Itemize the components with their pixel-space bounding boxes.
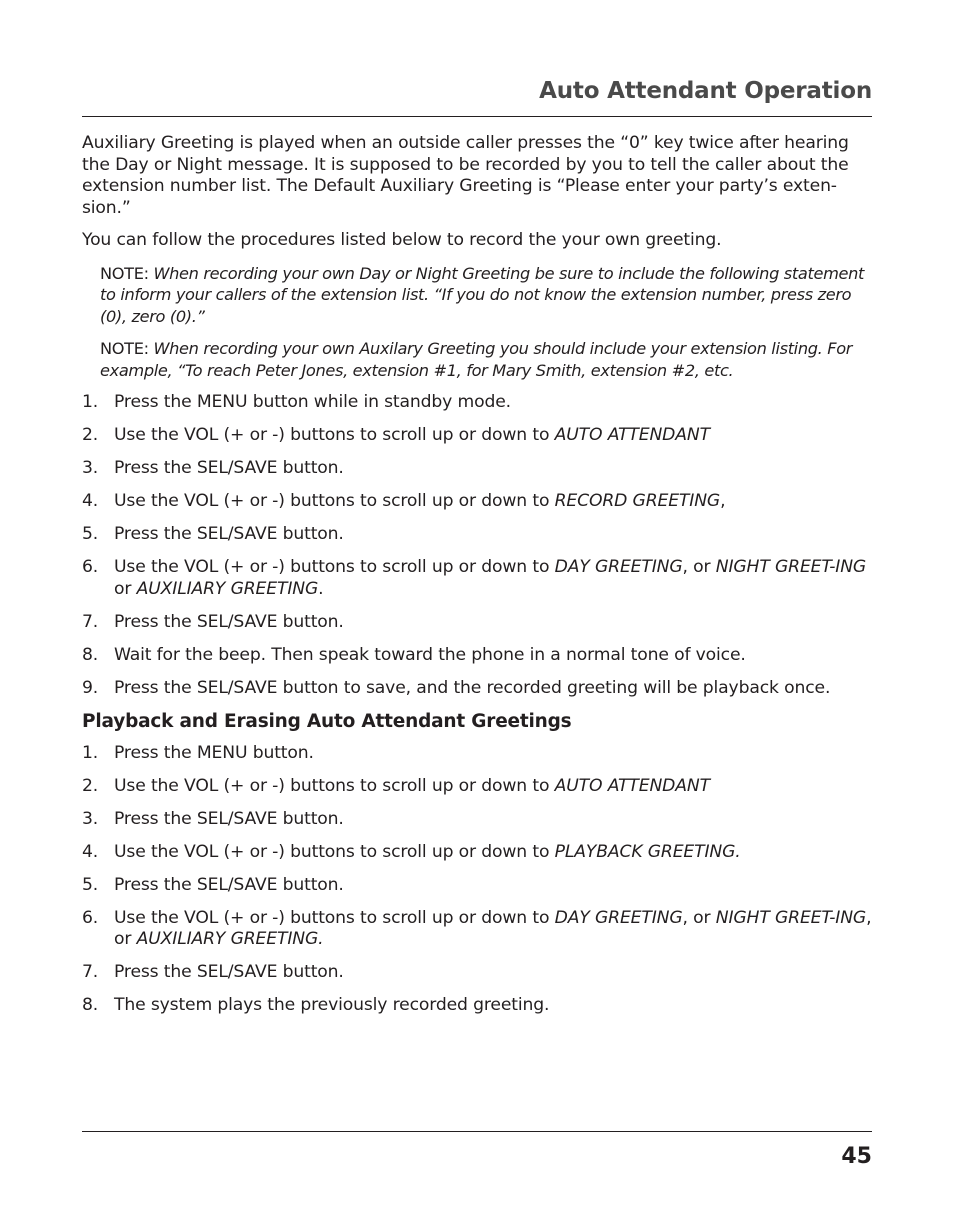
step-number: 9.: [82, 677, 99, 698]
step-text: Press the SEL/SAVE button.: [114, 874, 344, 895]
step-menu-option: NIGHT GREET-ING: [715, 557, 867, 577]
step-number: 5.: [82, 524, 99, 544]
step-item: [82, 425, 872, 447]
step-text: Use the VOL (+ or -) buttons to scroll up or down to: [114, 557, 555, 577]
step-text: .: [318, 578, 324, 599]
step-item: [82, 809, 872, 831]
step-number: 8.: [82, 995, 99, 1015]
step-text: , or: [682, 557, 716, 577]
step-number: 7.: [82, 611, 99, 632]
step-text: Press the MENU button.: [114, 742, 314, 763]
step-text: Press the SEL/SAVE button.: [114, 962, 344, 982]
step-item: [82, 995, 872, 1017]
step-text: Press the SEL/SAVE button.: [114, 808, 344, 829]
step-menu-option: AUXILIARY GREETING: [136, 578, 319, 599]
intro-paragraph: Auxiliary Greeting is played when an outside caller presses the “0” key twice after hearing the Day or Night message. It is supposed to be recorded by you to tell the caller about the extension number list. The Default Auxiliary Greeting is “Please enter your party’s exten-sion.”: [82, 133, 849, 218]
step-menu-option: AUXILIARY GREETING.: [136, 929, 324, 949]
note-text: When recording your own Auxilary Greeting you should include your extension listing. For example, “To reach Peter Jones, extension #1, for Mary Smith, extension #2, etc.: [100, 339, 853, 380]
step-number: 4.: [82, 841, 99, 862]
step-text: Use the VOL (+ or -) buttons to scroll up or down to: [114, 841, 555, 862]
step-number: 2.: [82, 775, 99, 796]
step-number: 5.: [82, 874, 99, 895]
page-header-title: Auto Attendant Operation: [539, 78, 872, 104]
step-number: 1.: [82, 742, 99, 763]
manual-page: [82, 0, 872, 1227]
step-item: [82, 612, 872, 634]
step-number: 8.: [82, 644, 99, 665]
step-item: [82, 645, 872, 667]
step-item: [82, 842, 872, 864]
step-item: [82, 743, 872, 765]
step-number: 6.: [82, 557, 99, 577]
step-text: , or: [114, 907, 872, 949]
step-number: 6.: [82, 907, 99, 928]
page-number: 45: [841, 1144, 872, 1169]
step-text: Press the SEL/SAVE button.: [114, 458, 344, 478]
note-auxiliary: [100, 338, 872, 381]
step-item: [82, 392, 872, 414]
step-item: [82, 908, 872, 951]
step-text: , or: [682, 907, 716, 928]
step-item: [82, 776, 872, 798]
footer-rule: [82, 1131, 872, 1132]
step-item: [82, 524, 872, 546]
step-item: [82, 458, 872, 480]
procedure-intro: You can follow the procedures listed below to record the your own greeting.: [82, 230, 722, 250]
step-menu-option: AUTO ATTENDANT: [554, 425, 710, 445]
step-text: ,: [720, 491, 726, 511]
step-text: Use the VOL (+ or -) buttons to scroll up or down to: [114, 775, 555, 796]
step-text: Press the SEL/SAVE button.: [114, 611, 344, 632]
note-day-night: [100, 263, 872, 328]
playback-steps-list: [82, 743, 872, 1017]
step-item: [82, 678, 872, 700]
page-body: [82, 133, 872, 1028]
step-item: [82, 962, 872, 984]
step-text: Use the VOL (+ or -) buttons to scroll up or down to: [114, 491, 555, 511]
step-menu-option: AUTO ATTENDANT: [554, 775, 710, 796]
note-label: NOTE:: [100, 263, 149, 283]
step-text: Use the VOL (+ or -) buttons to scroll up or down to: [114, 907, 555, 928]
note-text: When recording your own Day or Night Greeting be sure to include the following statement to inform your callers of the extension list. “If you do not know the extension number, press zero (0), zero (0).”: [100, 263, 864, 326]
step-number: 4.: [82, 491, 99, 511]
step-text: Use the VOL (+ or -) buttons to scroll up or down to: [114, 425, 555, 445]
step-menu-option: PLAYBACK GREETING.: [554, 841, 741, 862]
step-number: 1.: [82, 392, 99, 412]
step-text: Wait for the beep. Then speak toward the phone in a normal tone of voice.: [114, 644, 746, 665]
step-menu-option: NIGHT GREET-ING: [715, 907, 867, 928]
step-text: or: [114, 578, 137, 599]
step-number: 3.: [82, 808, 99, 829]
step-menu-option: DAY GREETING: [554, 557, 683, 577]
header-rule: [82, 116, 872, 117]
step-number: 2.: [82, 425, 99, 445]
playback-heading: Playback and Erasing Auto Attendant Greetings: [82, 711, 572, 732]
step-number: 7.: [82, 962, 99, 982]
step-text: Press the SEL/SAVE button to save, and the recorded greeting will be playback once.: [114, 677, 831, 698]
step-text: Press the MENU button while in standby mode.: [114, 392, 511, 412]
step-number: 3.: [82, 458, 99, 478]
step-item: [82, 557, 872, 600]
note-label: NOTE:: [100, 339, 149, 358]
step-text: The system plays the previously recorded greeting.: [114, 995, 550, 1015]
step-item: [82, 491, 872, 513]
step-item: [82, 875, 872, 897]
step-menu-option: DAY GREETING: [554, 907, 683, 928]
step-menu-option: RECORD GREETING: [554, 491, 721, 511]
step-text: Press the SEL/SAVE button.: [114, 524, 344, 544]
record-steps-list: [82, 392, 872, 699]
